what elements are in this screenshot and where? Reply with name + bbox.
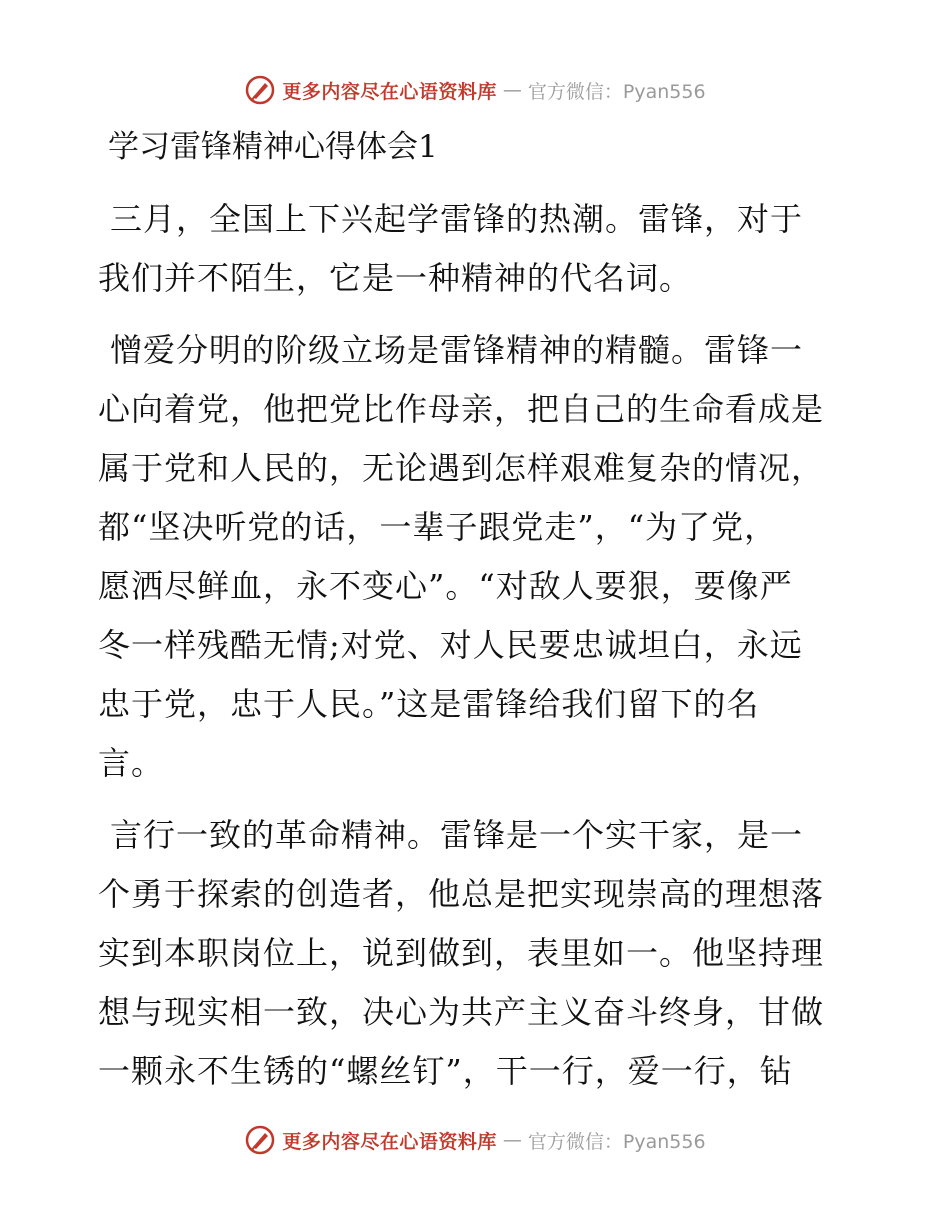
text-line: 一颗永不生锈的“螺丝钉”，干一行，爱一行，钻 <box>98 1052 793 1090</box>
banner-main-text: 更多内容尽在心语资料库 <box>282 80 497 103</box>
paragraph-3 <box>98 806 858 1101</box>
text-line: 言。 <box>98 744 165 782</box>
text-line: 想与现实相一致，决心为共产主义奋斗终身，甘做 <box>98 993 825 1031</box>
text-line: 我们并不陌生，它是一种精神的代名词。 <box>98 259 693 297</box>
text-line: 属于党和人民的，无论遇到怎样艰难复杂的情况， <box>98 449 825 487</box>
banner-wechat-text: 官方微信：Pyan556 <box>527 80 706 103</box>
text-line: 冬一样残酷无情;对党、对人民要忠诚坦白，永远 <box>98 626 803 664</box>
text-line: 个勇于探索的创造者，他总是把实现崇高的理想落 <box>98 875 825 913</box>
text-line: 实到本职岗位上，说到做到，表里如一。他坚持理 <box>98 934 825 972</box>
banner-main-text: 更多内容尽在心语资料库 <box>282 1130 497 1153</box>
footer-banner <box>0 1120 950 1160</box>
banner-separator: — <box>502 79 522 101</box>
quill-pen-circle-icon <box>244 1124 276 1156</box>
document-body <box>98 190 858 1114</box>
quill-pen-circle-icon <box>244 74 276 106</box>
banner-separator: — <box>502 1129 522 1151</box>
text-line: 愿洒尽鲜血，永不变心”。“对敌人要狠，要像严 <box>98 567 793 605</box>
header-banner <box>0 70 950 110</box>
text-line: 都“坚决听党的话，一辈子跟党走”，“为了党， <box>98 508 778 546</box>
text-line: 心向着党，他把党比作母亲，把自己的生命看成是 <box>98 390 825 428</box>
paragraph-2 <box>98 321 858 793</box>
text-line: 言行一致的革命精神。雷锋是一个实干家，是一 <box>110 816 804 854</box>
paragraph-1 <box>98 190 858 308</box>
text-line: 憎爱分明的阶级立场是雷锋精神的精髓。雷锋一 <box>110 331 804 369</box>
banner-wechat-text: 官方微信：Pyan556 <box>527 1130 706 1153</box>
text-line: 忠于党，忠于人民。”这是雷锋给我们留下的名 <box>98 685 760 723</box>
text-line: 三月，全国上下兴起学雷锋的热潮。雷锋，对于 <box>110 200 804 238</box>
document-title: 学习雷锋精神心得体会1 <box>108 129 438 165</box>
